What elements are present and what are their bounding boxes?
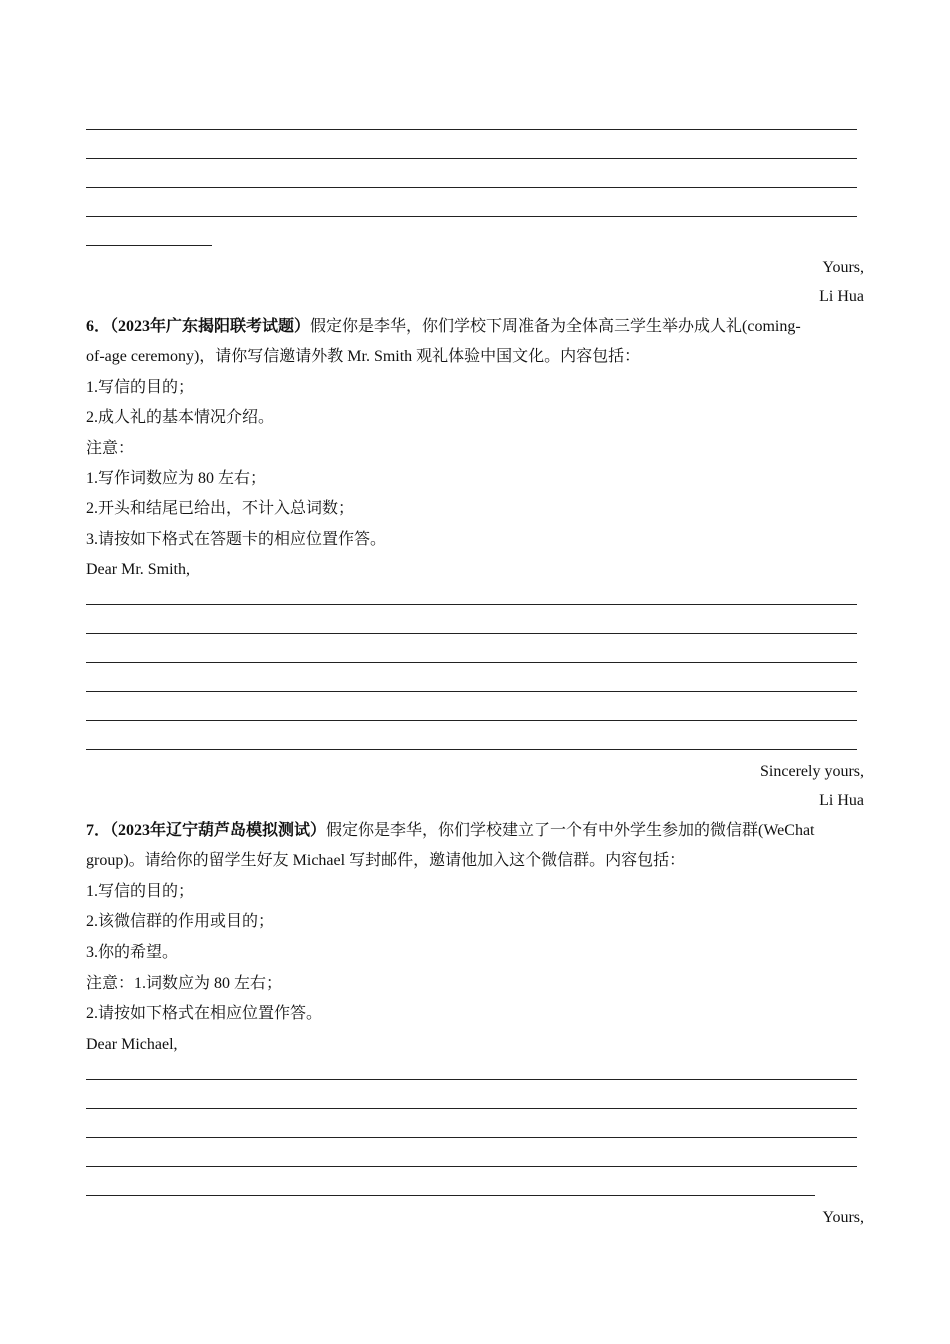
answer-line (86, 662, 857, 663)
q6-point: 1.写信的目的； (86, 379, 195, 396)
answer-line (86, 604, 857, 605)
q7-source: （2023年辽宁葫芦岛模拟测试） (110, 822, 327, 839)
answer-line-short (86, 245, 212, 246)
q7-note: 2.请按如下格式在相应位置作答。 (86, 1005, 323, 1022)
answer-line (86, 1137, 857, 1138)
q6-note: 3.请按如下格式在答题卡的相应位置作答。 (86, 531, 387, 548)
q7-prompt-line-2: group)。请给你的留学生好友 Michael 写封邮件，邀请他加入这个微信群。内容包括： (86, 852, 686, 869)
q7-point: 1.写信的目的； (86, 883, 195, 900)
signature-text: Li Hua (819, 288, 864, 305)
q6-signature: Li Hua (819, 792, 864, 809)
closing-text: Yours, (822, 259, 864, 276)
q6-number: 6． (86, 318, 111, 335)
q7-prompt-text-1: 假定你是李华，你们学校建立了一个有中外学生参加的微信群(WeChat (326, 822, 815, 839)
answer-line (86, 158, 857, 159)
answer-line (86, 691, 857, 692)
answer-line (86, 749, 857, 750)
q6-note: 2.开头和结尾已给出，不计入总词数； (86, 500, 355, 517)
answer-line (86, 216, 857, 217)
q6-point: 2.成人礼的基本情况介绍。 (86, 409, 275, 426)
answer-line (86, 720, 857, 721)
q7-prompt-line-1 (86, 821, 815, 841)
q6-prompt-line-2: of-age ceremony)，请你写信邀请外教 Mr. Smith 观礼体验中国文化。内容包括： (86, 348, 641, 365)
q7-point: 3.你的希望。 (86, 944, 179, 961)
q6-note-label: 注意： (86, 440, 135, 457)
answer-line (86, 1166, 857, 1167)
q7-point: 2.该微信群的作用或目的； (86, 913, 275, 930)
q6-salutation: Dear Mr. Smith, (86, 561, 190, 578)
q6-note: 1.写作词数应为 80 左右； (86, 470, 267, 487)
answer-line-partial (86, 1195, 815, 1196)
answer-line (86, 1108, 857, 1109)
q6-prompt-line-1 (86, 317, 801, 337)
answer-line (86, 633, 857, 634)
q7-closing: Yours, (822, 1209, 864, 1226)
q6-source: （2023年广东揭阳联考试题） (110, 318, 311, 335)
q7-note: 注意：1.词数应为 80 左右； (86, 975, 283, 992)
q6-prompt-text-1: 假定你是李华，你们学校下周准备为全体高三学生举办成人礼(coming- (310, 318, 801, 335)
q7-number: 7． (86, 822, 111, 839)
q7-salutation: Dear Michael, (86, 1036, 178, 1053)
q6-closing: Sincerely yours, (760, 763, 864, 780)
answer-line (86, 187, 857, 188)
answer-line (86, 129, 857, 130)
answer-line (86, 1079, 857, 1080)
